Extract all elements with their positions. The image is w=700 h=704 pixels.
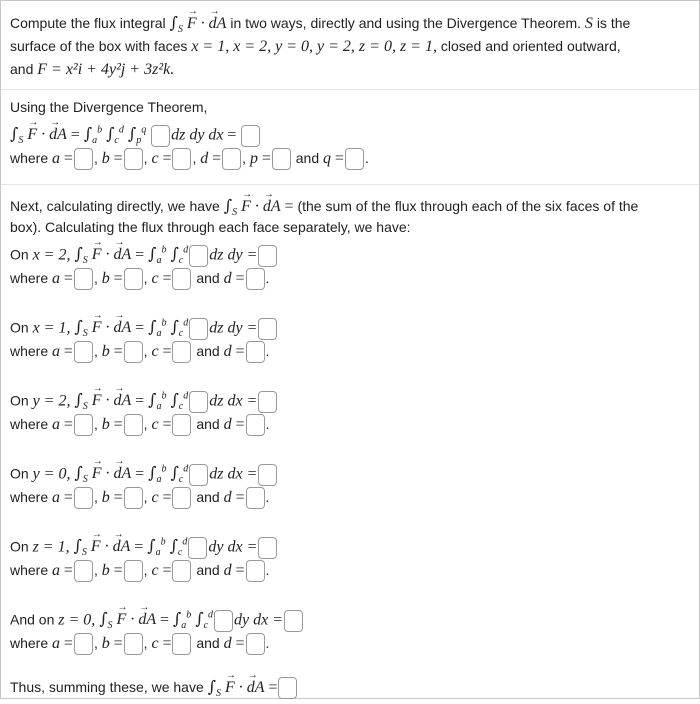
face-vars: dz dx = (209, 392, 258, 410)
face-condition: z = 0, (58, 611, 96, 629)
face-a-input[interactable] (74, 487, 93, 509)
div-d-input[interactable] (222, 148, 241, 170)
face-label: On (10, 392, 29, 409)
flux-integral-symbol: $\int_S \to F$ · → dA (208, 679, 265, 696)
divergence-heading: Using the Divergence Theorem, (10, 99, 208, 115)
face-integrand-input[interactable] (189, 391, 208, 413)
face-label: On (10, 465, 29, 482)
face-d-input[interactable] (246, 633, 265, 655)
triple-integral-limits: $\int_a^b$ $\int_c^d$ $\int_p^q$ (83, 124, 147, 147)
face-a-input[interactable] (74, 268, 93, 290)
and-label: and (196, 416, 220, 432)
divergence-limits-line: where a = , b = , c = , d = , p = and q = . (10, 148, 369, 170)
face-b-input[interactable] (124, 414, 143, 436)
problem-text-1: Compute the flux integral (10, 15, 166, 31)
where-label: where (10, 150, 49, 166)
face-result-input[interactable] (258, 391, 277, 413)
total-flux-input[interactable] (278, 677, 297, 699)
double-integral-limits: $\int_a^b$ $\int_c^d$ (148, 390, 189, 413)
face-result-input[interactable] (258, 464, 277, 486)
face-b-input[interactable] (124, 487, 143, 509)
divider (1, 184, 699, 185)
div-b-input[interactable] (124, 148, 143, 170)
face-condition: z = 1, (32, 538, 70, 556)
flux-integral-symbol: $\int_S \to F$ · → dA (74, 465, 131, 482)
equals-sign: = (70, 126, 80, 144)
face-integrand-input[interactable] (188, 537, 207, 559)
face-b-input[interactable] (124, 560, 143, 582)
face-vars: dy dx = (234, 611, 284, 629)
surface-symbol: S (584, 15, 593, 32)
and-label: and (196, 489, 220, 505)
div-integrand-input[interactable] (151, 125, 170, 147)
div-c-input[interactable] (172, 148, 191, 170)
face-integrand-input[interactable] (189, 464, 208, 486)
face-vars: dz dy = (209, 246, 258, 264)
box-faces: x = 1, x = 2, y = 0, y = 2, z = 0, z = 1, (191, 38, 437, 55)
where-label: where (10, 416, 49, 432)
face-c-input[interactable] (172, 487, 191, 509)
div-result-input[interactable] (241, 125, 260, 147)
face-condition: x = 2, (32, 246, 71, 264)
face-a-input[interactable] (74, 341, 93, 363)
face-result-input[interactable] (258, 537, 277, 559)
summary-text: Thus, summing these, we have (10, 679, 204, 695)
where-label: where (10, 635, 49, 651)
double-integral-limits: $\int_a^b$ $\int_c^d$ (148, 244, 189, 267)
face-integral-line: On z = 1, $\int_S \to F$ · → dA = $\int_a^b$ $\int_c^d$ dy dx = (10, 533, 278, 564)
face-limits-line: where a = , b = , c = and d = . (10, 414, 269, 436)
problem-line-2 (10, 36, 621, 57)
face-condition: y = 2, (32, 392, 71, 410)
face-condition: y = 0, (32, 465, 71, 483)
face-integral-line: On x = 2, $\int_S \to F$ · → dA = $\int_a^b$ $\int_c^d$ dz dy = (10, 241, 278, 272)
face-integral-line: On y = 2, $\int_S \to F$ · → dA = $\int_a^b$ $\int_c^d$ dz dx = (10, 387, 278, 418)
problem-text-3: is the (596, 15, 631, 31)
face-result-input[interactable] (284, 610, 303, 632)
face-label: On (10, 319, 29, 336)
direct-intro-text-2: (the sum of the flux through each of the six faces of the (297, 198, 639, 214)
problem-text-2: in two ways, directly and using the Divergence Theorem. (230, 15, 582, 31)
face-c-input[interactable] (172, 633, 191, 655)
face-limits-line: where a = , b = , c = and d = . (10, 560, 269, 582)
flux-integral-symbol: $\int_S \to F$ · → dA (74, 392, 131, 409)
face-d-input[interactable] (246, 487, 265, 509)
double-integral-limits: $\int_a^b$ $\int_c^d$ (172, 609, 214, 632)
face-c-input[interactable] (172, 268, 191, 290)
problem-text-6: and (10, 61, 34, 77)
face-b-input[interactable] (124, 341, 143, 363)
face-result-input[interactable] (258, 245, 277, 267)
face-label: On (10, 246, 29, 263)
face-d-input[interactable] (246, 341, 265, 363)
flux-integral-symbol: $\int_S \to F$ · → dA (10, 126, 67, 143)
face-vars: dz dx = (209, 465, 258, 483)
and-label: and (196, 270, 220, 286)
and-label: and (196, 343, 220, 359)
div-q-input[interactable] (345, 148, 364, 170)
face-label: And on (10, 611, 55, 628)
and-label: and (196, 635, 220, 651)
face-result-input[interactable] (258, 318, 277, 340)
and-label: and (295, 150, 320, 166)
problem-text-5: closed and oriented outward, (440, 38, 621, 54)
flux-integral-symbol: $\int_S \to F$ · → dA (74, 246, 131, 263)
face-a-input[interactable] (74, 414, 93, 436)
double-integral-limits: $\int_a^b$ $\int_c^d$ (147, 536, 188, 559)
where-label: where (10, 343, 49, 359)
face-condition: x = 1, (32, 319, 71, 337)
flux-integral-symbol: $\int_S \to F$ · → dA (74, 538, 131, 555)
face-vars: dz dy = (209, 319, 258, 337)
face-d-input[interactable] (246, 414, 265, 436)
problem-line-3 (10, 59, 174, 80)
face-vars: dy dx = (208, 538, 258, 556)
face-label: On (10, 538, 29, 555)
summary-line: Thus, summing these, we have $\int_S \to F$ · → dA = (10, 677, 298, 704)
face-b-input[interactable] (124, 633, 143, 655)
face-d-input[interactable] (246, 268, 265, 290)
direct-intro-text: Next, calculating directly, we have (10, 198, 220, 214)
face-limits-line: where a = , b = , c = and d = . (10, 633, 269, 655)
face-a-input[interactable] (74, 560, 93, 582)
face-integrand-input[interactable] (189, 318, 208, 340)
face-limits-line: where a = , b = , c = and d = . (10, 487, 269, 509)
vector-field: F = x²i + 4y²j + 3z²k. (37, 61, 175, 78)
where-label: where (10, 562, 49, 578)
where-label: where (10, 489, 49, 505)
face-integral-line: On y = 0, $\int_S \to F$ · → dA = $\int_a^b$ $\int_c^d$ dz dx = (10, 460, 278, 491)
face-integrand-input[interactable] (189, 245, 208, 267)
face-b-input[interactable] (124, 268, 143, 290)
integrand-vars: dz dy dx (171, 126, 224, 144)
face-limits-line: where a = , b = , c = and d = . (10, 268, 269, 290)
divider (1, 89, 699, 90)
face-c-input[interactable] (172, 341, 191, 363)
equals-sign: = (227, 126, 237, 144)
direct-intro-line-2: box). Calculating the flux through each face separately, we have: (10, 219, 411, 235)
face-integral-line: On x = 1, $\int_S \to F$ · → dA = $\int_a^b$ $\int_c^d$ dz dy = (10, 314, 278, 345)
divergence-integral-line (10, 121, 261, 152)
flux-integral-symbol: $\int_S \to F$ · → dA (99, 611, 156, 628)
face-c-input[interactable] (172, 560, 191, 582)
flux-integral-symbol: $\int_S \to F$ · → dA (74, 319, 131, 336)
double-integral-limits: $\int_a^b$ $\int_c^d$ (148, 463, 189, 486)
flux-integral-symbol: $\int_S \to F$ · → dA (170, 15, 227, 32)
problem-text-4: surface of the box with faces (10, 38, 188, 54)
face-d-input[interactable] (246, 560, 265, 582)
face-integrand-input[interactable] (214, 610, 233, 632)
face-limits-line: where a = , b = , c = and d = . (10, 341, 269, 363)
double-integral-limits: $\int_a^b$ $\int_c^d$ (148, 317, 189, 340)
face-integral-line: And on z = 0, $\int_S \to F$ · → dA = $\int_a^b$ $\int_c^d$ dy dx = (10, 606, 304, 637)
face-a-input[interactable] (74, 633, 93, 655)
and-label: and (196, 562, 220, 578)
face-c-input[interactable] (172, 414, 191, 436)
div-p-input[interactable] (272, 148, 291, 170)
where-label: where (10, 270, 49, 286)
direct-intro-line-1: Next, calculating directly, we have $\int_S \to F$ · → dA = (the sum of the flux through each of the six faces of the (10, 196, 638, 223)
div-a-input[interactable] (74, 148, 93, 170)
flux-integral-symbol: $\int_S \to F$ · → dA (224, 198, 281, 215)
